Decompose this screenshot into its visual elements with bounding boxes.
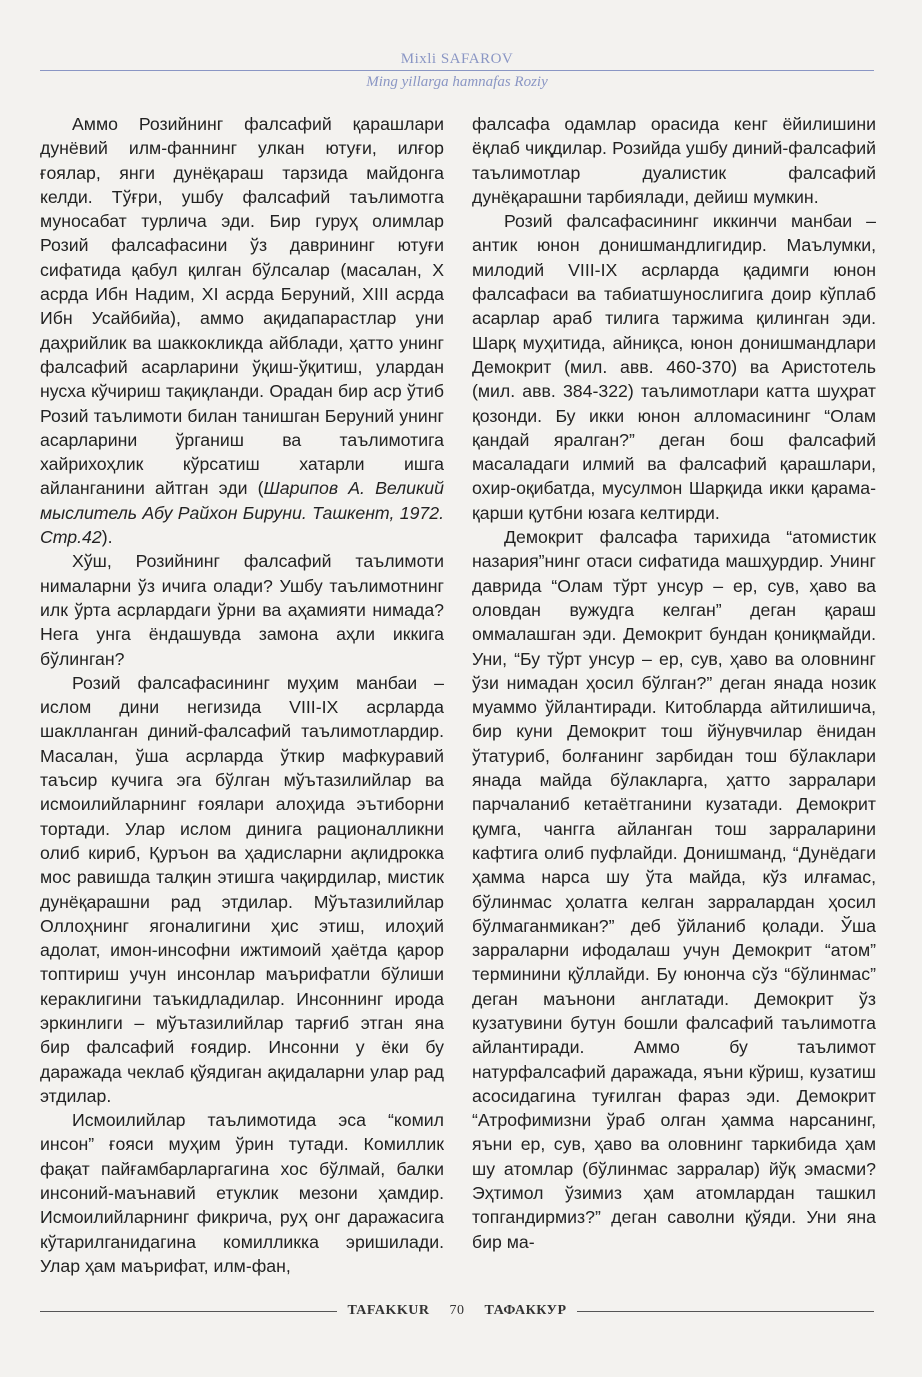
footer-label-cyrillic: ТАФАККУР <box>484 1303 567 1318</box>
paragraph: Розий фалсафасининг муҳим манбаи – ислом дини негизида VIII-IX асрларда шаклланган диний-фалсафий таълимотлардир. Масалан, ўша асрларда ўткир мафкуравий таъсир кучига эга бўлган мўътазилийлар ва исмоилийларнинг ғоялари алоҳида эътиборни тортади. Улар ислом динига рационалликни олиб кириб, Қуръон ва ҳадисларни ақлидрокка мос равишда талқин этишга чақирдилар, мистик дунёқарашни рад этдилар. Мўътазилийлар Оллоҳнинг ягоналигини ҳис этиш, илоҳий адолат, имон-инсофни ижтимоий ҳаётда қарор топтириш учун инсонлар маърифатли бўлиши кераклигини таъкидладилар. Инсоннинг ирода эркинлиги – мўътазилийлар тарғиб этган яна бир фалсафий ғоядир. Инсонни у ёки бу даражада чеклаб қўядиган ақидаларни улар рад этдилар. <box>40 672 444 1106</box>
paragraph <box>40 112 444 549</box>
footer-label-latin: TAFAKKUR <box>347 1303 430 1318</box>
header-author: Mixli SAFAROV <box>400 51 514 67</box>
paragraph: Розий фалсафасининг иккинчи манбаи – антик юнон донишмандлигидир. Маълумки, милодий VIII-IX асрларда қадимги юнон фалсафаси ва табиатшунослигига доир кўплаб асарлар араб тилига таржима қилинган эди. Шарқ муҳитида, айниқса, юнон донишмандлари Демокрит (мил. авв. 460-370) ва Аристотель (мил. авв. 384-322) таълимотлари катта шуҳрат қозонди. Бу икки юнон алломасининг “Олам қандай яралган?” деган бош фалсафий масаладаги илмий ва фалсафий қарашлари, охир-оқибатда, мусулмон Шарқида икки қарама-қарши қутбни юзага келтирди. <box>472 211 876 523</box>
footer-rule-right <box>577 1311 874 1312</box>
paragraph: Исмоилийлар таълимотида эса “комил инсон” ғояси муҳим ўрин тутади. Комиллик фақат пайғамбарларгагина хос бўлмай, балки инсоний-маънавий етуклик мезони ҳамдир. Исмоилийларнинг фикрича, руҳ онг даражасига кўтарилганидагина комилликка эришилади. Улар ҳам маърифат, илм-фан, <box>40 1110 444 1276</box>
paragraph: Хўш, Розийнинг фалсафий таълимоти нималарни ўз ичига олади? Ушбу таълимотнинг илк ўрта асрлардаги ўрни ва аҳамияти нимада? Нега унга ёндашувда замона аҳли иккига бўлинган? <box>40 551 444 669</box>
footer-rule-left <box>40 1311 337 1312</box>
right-column <box>472 112 876 1262</box>
article-body <box>40 112 876 1276</box>
citation-close: ). <box>101 527 113 548</box>
paragraph: Демокрит фалсафа тарихида “атомистик назария”нинг отаси сифатида машҳурдир. Унинг даврида “Олам тўрт унсур – ер, сув, ҳаво ва оловдан вужудга келган” деган қараш оммалашган эди. Демокрит бундан қониқмайди. Уни, “Бу тўрт унсур – ер, сув, ҳаво ва оловнинг ўзи нимадан ҳосил бўлган?” деган янада нозик муаммо ўйлантиради. Китобларда айтилишича, бир куни Демокрит тош йўнувчилар ёнидан ўтатуриб, болғанинг зарбидан тош бўлаклари янада майда бўлакларга, ҳатто зарралари парчаланиб кетаётганини кузатади. Демокрит қумга, чангга айланган тош зарраларини кафтига олиб пуфлайди. Донишманд, “Дунёдаги ҳамма нарса шу ўта майда, кўз илғамас, бўлинмас ҳолатга келган зарралардан ҳосил бўлмаганмикан?” деб ўйланиб қолади. Ўша зарраларни ифодалаш учун Демокрит “атом” терминини қўллайди. Бу юнонча сўз “бўлинмас” деган маънони англатади. Демокрит ўз кузатувини бутун бошли фалсафий таълимотга айлантиради. Аммо бу таълимот натурфалсафий даражада, яъни кўриш, кузатиш асосидагина туғилган фараз эди. Демокрит “Атрофимизни ўраб олган ҳамма нарсанинг, яъни ер, сув, ҳаво ва оловнинг таркибида ҳам шу атомлар (бўлинмас зарралар) йўқ эмасми? Эҳтимол ўзимиз ҳам атомлардан ташкил топгандирмиз?” деган саволни қўяди. Уни яна бир ма- <box>472 527 876 1252</box>
header-rule <box>40 70 874 71</box>
citation: Шарипов А. Великий мыслитель Абу Райхон Бируни. Ташкент, 1972. Стр.42 <box>40 478 444 548</box>
header-subtitle: Ming yillarga hamnafas Roziy <box>366 74 548 90</box>
page-number: 70 <box>449 1303 465 1318</box>
paragraph-text: Аммо Розийнинг фалсафий қарашлари дунёвий илм-фаннинг улкан ютуғи, илғор ғоялар, янги дунёқараш тарзида майдонга келди. Тўғри, ушбу фалсафий таълимотга муносабат турлича эди. Бир гуруҳ олимлар Розий фалсафасини ўз даврининг ютуғи сифатида қабул қилган бўлсалар (масалан, X асрда Ибн Надим, XI асрда Беруний, XIII асрда Ибн Усайбийа), аммо ақидапарастлар уни даҳрийлик ва шаккокликда айблади, ҳатто унинг фалсафий асарларини ўқиш-ўқитиш, улардан нусха кўчириш тақиқланди. Орадан бир аср ўтиб Розий таълимоти билан танишган Беруний унинг асарларини ўрганиш ва таълимотига хайрихоҳлик кўрсатиш хатарли ишга айланганини айтган эди ( <box>40 114 444 499</box>
left-column <box>40 112 444 1276</box>
page-footer <box>40 1303 874 1319</box>
paragraph-continued: фалсафа одамлар орасида кенг ёйилишини ёқлаб чиқдилар. Розийда ушбу диний-фалсафий таълимотлар дуалистик фалсафий дунёқарашни тарбиялади, дейиш мумкин. <box>472 114 876 207</box>
running-header <box>40 50 874 91</box>
